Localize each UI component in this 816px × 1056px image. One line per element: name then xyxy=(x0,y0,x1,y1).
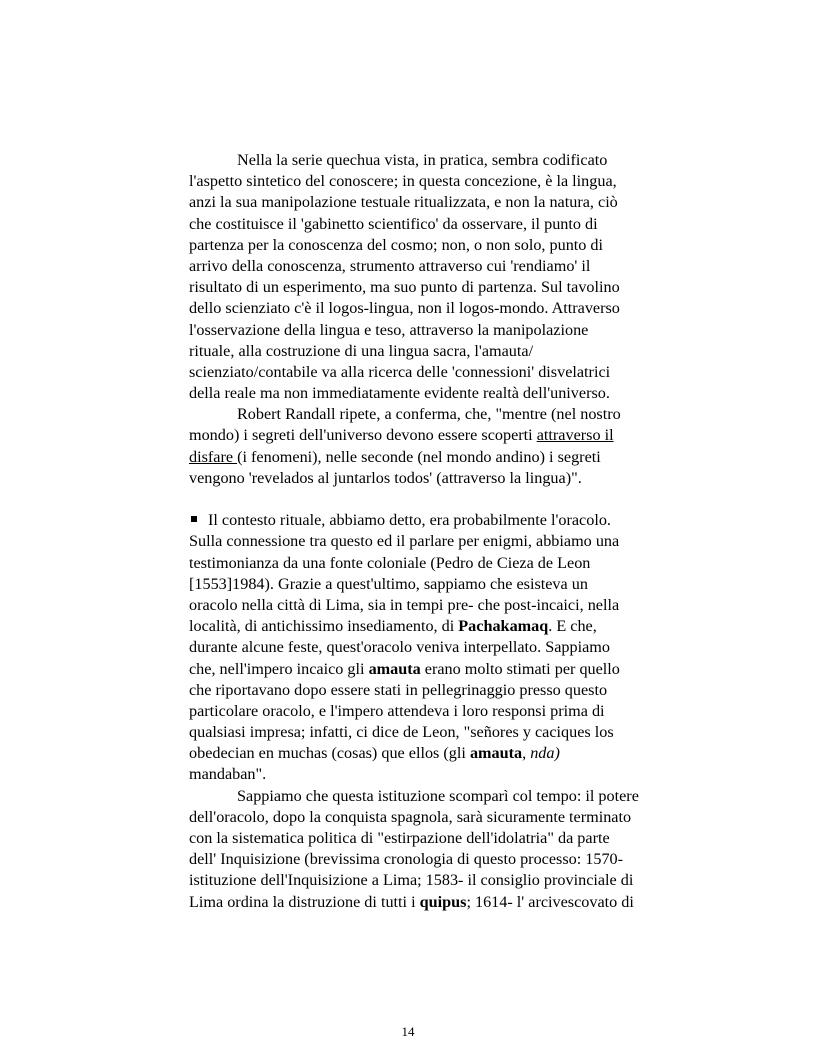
text-line: arrivo della conoscenza, strumento attraverso cui 'rendiamo' il xyxy=(189,256,591,275)
text-line xyxy=(189,743,694,764)
text-line: Sulla connessione tra questo ed il parlare per enigmi, abbiamo una xyxy=(189,532,620,551)
text-line xyxy=(189,616,694,637)
text-run: che, nell'impero incaico gli xyxy=(189,659,369,678)
italic-text: nda) xyxy=(530,744,560,763)
text-run: , xyxy=(522,744,531,763)
blank-line xyxy=(189,489,694,510)
text-line xyxy=(189,447,694,468)
text-run: . E che, xyxy=(548,617,597,636)
text-line: che riportavano dopo essere stati in pellegrinaggio presso questo xyxy=(189,680,608,699)
text-line: mandaban". xyxy=(189,765,267,784)
bold-term: amauta xyxy=(368,659,421,678)
text-run: erano molto stimati per quello xyxy=(420,659,620,678)
text-run: ; 1614- l' arcivescovato di xyxy=(466,892,634,911)
text-line: Sappiamo che questa istituzione scomparì col tempo: il potere xyxy=(237,786,639,805)
text-run: mondo) i segreti dell'universo devono essere scoperti xyxy=(189,426,537,445)
text-line: anzi la sua manipolazione testuale ritualizzata, e non la natura, ciò xyxy=(189,193,618,212)
text-line xyxy=(189,425,694,446)
text-line: l'aspetto sintetico del conoscere; in questa concezione, è la lingua, xyxy=(189,172,617,191)
text-line: partenza per la conoscenza del cosmo; non, o non solo, punto di xyxy=(189,235,604,254)
text-run: Lima ordina la distruzione di tutti i xyxy=(189,892,420,911)
text-line: oracolo nella città di Lima, sia in tempi pre- che post-incaici, nella xyxy=(189,595,620,614)
text-line: qualsiasi impresa; infatti, ci dice de Leon, "señores y caciques los xyxy=(189,723,614,742)
text-line: con la sistematica politica di "estirpazione dell'idolatria" da parte xyxy=(189,829,610,847)
text-line: [1553]1984). Grazie a quest'ultimo, sappiamo che esisteva un xyxy=(189,574,588,593)
text-line: Nella la serie quechua vista, in pratica, sembra codificato xyxy=(237,151,608,169)
bold-term: quipus xyxy=(419,892,467,911)
text-line: Robert Randall ripete, a conferma, che, "mentre (nel nostro xyxy=(237,405,621,424)
text-line: dell'oracolo, dopo la conquista spagnola, sarà sicuramente terminato xyxy=(189,807,632,826)
paragraph-3 xyxy=(189,510,694,785)
text-line: rituale, alla costruzione di una lingua sacra, l'amauta/ xyxy=(189,341,534,360)
text-line: dell' Inquisizione (brevissima cronologia di questo processo: 1570- xyxy=(189,850,624,869)
text-run: obedecian en muchas (cosas) que ellos (gli xyxy=(189,744,470,763)
text-run: località, di antichissimo insediamento, di xyxy=(189,617,459,636)
square-bullet-icon xyxy=(191,516,197,522)
text-line: particolare oracolo, e l'impero attendeva i loro responsi prima di xyxy=(189,701,605,720)
text-line xyxy=(189,892,694,913)
text-run: Il contesto rituale, abbiamo detto, era probabilmente l'oracolo. xyxy=(208,511,611,530)
paragraph-4 xyxy=(189,786,694,913)
underlined-text: attraverso il xyxy=(536,426,614,445)
text-line: scienziato/contabile va alla ricerca delle 'connessioni' disvelatrici xyxy=(189,362,611,381)
text-line: istituzione dell'Inquisizione a Lima; 1583- il consiglio provinciale di xyxy=(189,871,634,890)
text-line: vengono 'revelados al juntarlos todos' (attraverso la lingua)". xyxy=(189,468,582,487)
text-line xyxy=(189,510,694,531)
text-line: dello scienziato c'è il logos-lingua, non il logos-mondo. Attraverso xyxy=(189,299,620,318)
text-line: della reale ma non immediatamente evidente realtà dell'universo. xyxy=(189,384,610,403)
text-line: l'osservazione della lingua e teso, attraverso la manipolazione xyxy=(189,320,589,339)
page-number: 14 xyxy=(401,1024,415,1039)
bold-term: amauta xyxy=(469,744,523,763)
text-line xyxy=(189,659,694,680)
text-run: (i fenomeni), nelle seconde (nel mondo andino) i segreti xyxy=(237,447,601,466)
paragraph-1 xyxy=(189,150,694,404)
text-line: durante alcune feste, quest'oracolo veniva interpellato. Sappiamo xyxy=(189,638,610,657)
underlined-text: disfare xyxy=(189,447,238,466)
text-line: testimonianza da una fonte coloniale (Pedro de Cieza de Leon xyxy=(189,553,591,572)
body-text xyxy=(189,150,694,913)
paragraph-2 xyxy=(189,404,694,489)
text-line: che costituisce il 'gabinetto scientifico' da osservare, il punto di xyxy=(189,214,598,233)
bold-term: Pachakamaq xyxy=(458,617,549,636)
text-line: risultato di un esperimento, ma suo punto di partenza. Sul tavolino xyxy=(189,278,620,297)
